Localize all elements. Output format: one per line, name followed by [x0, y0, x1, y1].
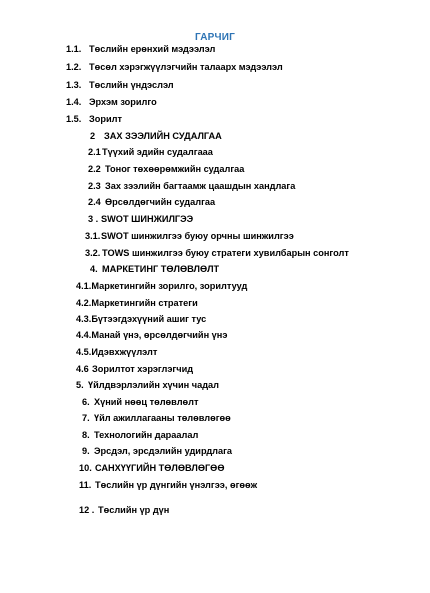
toc-entry-number: 2.1 — [88, 147, 101, 157]
toc-entry-text: ЗАХ ЗЭЭЛИЙН СУДАЛГАА — [104, 131, 222, 141]
toc-entry-text: Төсөл хэрэгжүүлэгчийн талаарх мэдээлэл — [89, 62, 283, 72]
toc-entry — [82, 429, 198, 441]
toc-entry-text: Хүний нөөц төлөвлөлт — [94, 397, 199, 407]
toc-entry — [79, 504, 169, 516]
toc-entry-text: Зорилт — [89, 114, 122, 124]
toc-entry — [76, 313, 206, 325]
toc-entry-number: 7. — [82, 413, 90, 423]
toc-entry — [76, 379, 219, 391]
toc-entry-number: 8. — [82, 430, 90, 440]
toc-entry-number: 2.3 — [88, 181, 101, 191]
toc-entry — [85, 230, 294, 242]
toc-entry-number: 1.3. — [66, 80, 82, 90]
toc-entry-text: Төслийн ерөнхий мэдээлэл — [89, 44, 216, 54]
toc-entry-text: Маркетингийн стратеги — [91, 298, 198, 308]
toc-entry — [88, 213, 193, 225]
toc-entry — [88, 196, 215, 208]
toc-entry — [82, 412, 231, 424]
toc-entry — [90, 130, 222, 142]
toc-entry-text: МАРКЕТИНГ ТӨЛӨВЛӨЛТ — [102, 264, 220, 274]
toc-entry-text: Зах зээлийн багтаамж цаашдын хандлага — [105, 181, 296, 191]
toc-entry-text: Төслийн үндэслэл — [89, 80, 174, 90]
toc-entry — [66, 96, 157, 108]
toc-entry-number: 4.3. — [76, 314, 92, 324]
toc-entry — [88, 146, 213, 158]
toc-entry-text: TOWS шинжилгээ буюу стратеги хувилбарын сонголт — [102, 248, 349, 258]
toc-entry-number: 1.4. — [66, 97, 82, 107]
toc-entry-number: 1.1. — [66, 44, 82, 54]
toc-entry-number: 4. — [90, 264, 98, 274]
toc-entry-number: 4.4. — [76, 330, 92, 340]
toc-entry-number: 3.2. — [85, 248, 101, 258]
toc-entry-number: 2 — [90, 131, 96, 141]
toc-entry-number: 11. — [79, 480, 92, 490]
toc-entry — [85, 247, 349, 259]
toc-entry-number: 1.5. — [66, 114, 82, 124]
toc-entry-number: 3 . — [88, 214, 99, 224]
toc-entry-text: Манай үнэ, өрсөлдөгчийн үнэ — [91, 330, 228, 340]
toc-entry — [88, 163, 244, 175]
toc-entry-number: 4.2. — [76, 298, 92, 308]
toc-entry-text: Тоног төхөөрөмжийн судалгаа — [105, 164, 245, 174]
toc-entry — [88, 180, 295, 192]
toc-entry-text: Төслийн үр дүнгийн үнэлгээ, өгөөж — [95, 480, 258, 490]
toc-title: ГАРЧИГ — [194, 32, 235, 43]
toc-entry-number: 2.2 — [88, 164, 101, 174]
toc-entry — [66, 61, 283, 73]
toc-entry-number: 5. — [76, 380, 84, 390]
toc-entry-text: САНХҮҮГИЙН ТӨЛӨВЛӨГӨӨ — [95, 463, 225, 473]
toc-entry-text: Төслийн үр дүн — [98, 505, 170, 515]
toc-entry — [82, 396, 198, 408]
toc-entry-number: 4.6 — [76, 364, 89, 374]
toc-entry-text: Үйл ажиллагааны төлөвлөгөө — [94, 413, 231, 423]
toc-entry-text: Эрсдэл, эрсдэлийн удирдлага — [94, 446, 233, 456]
toc-entry — [79, 462, 224, 474]
toc-entry-number: 3.1. — [85, 231, 101, 241]
toc-entry — [76, 297, 198, 309]
toc-entry-text: Үйлдвэрлэлийн хүчин чадал — [88, 380, 219, 390]
toc-entry-number: 6. — [82, 397, 90, 407]
toc-entry — [76, 346, 157, 358]
toc-entry — [76, 329, 227, 341]
toc-entry-text: Зорилтот хэрэглэгчид — [92, 364, 194, 374]
toc-entry-text: Түүхий эдийн судалгааа — [102, 147, 213, 157]
toc-entry-text: Эрхэм зорилго — [89, 97, 157, 107]
toc-entry-text: Өрсөлдөгчийн судалгаа — [105, 197, 216, 207]
toc-entry-text: Маркетингийн зорилго, зорилтууд — [91, 281, 248, 291]
toc-entry — [66, 79, 174, 91]
toc-entry-text: Технологийн дараалал — [94, 430, 199, 440]
toc-entry — [66, 113, 122, 125]
toc-entry-number: 10. — [79, 463, 92, 473]
toc-entry-text: SWOT шинжилгээ буюу орчны шинжилгээ — [101, 231, 294, 241]
toc-entry-number: 4.1. — [76, 281, 92, 291]
toc-entry — [76, 363, 193, 375]
toc-entry-text: Бүтээгдэхүүний ашиг тус — [91, 314, 207, 324]
toc-entry-number: 12 . — [79, 505, 95, 515]
toc-entry — [79, 479, 257, 491]
toc-entry-number: 1.2. — [66, 62, 82, 72]
toc-entry-number: 2.4 — [88, 197, 101, 207]
toc-entry-text: Идэвхжүүлэлт — [91, 347, 158, 357]
toc-entry-number: 9. — [82, 446, 90, 456]
toc-entry — [66, 43, 215, 55]
toc-entry-text: SWOT ШИНЖИЛГЭЭ — [101, 214, 194, 224]
toc-entry — [90, 263, 219, 275]
toc-entry — [76, 280, 247, 292]
toc-entry-number: 4.5. — [76, 347, 92, 357]
toc-entry — [82, 445, 232, 457]
